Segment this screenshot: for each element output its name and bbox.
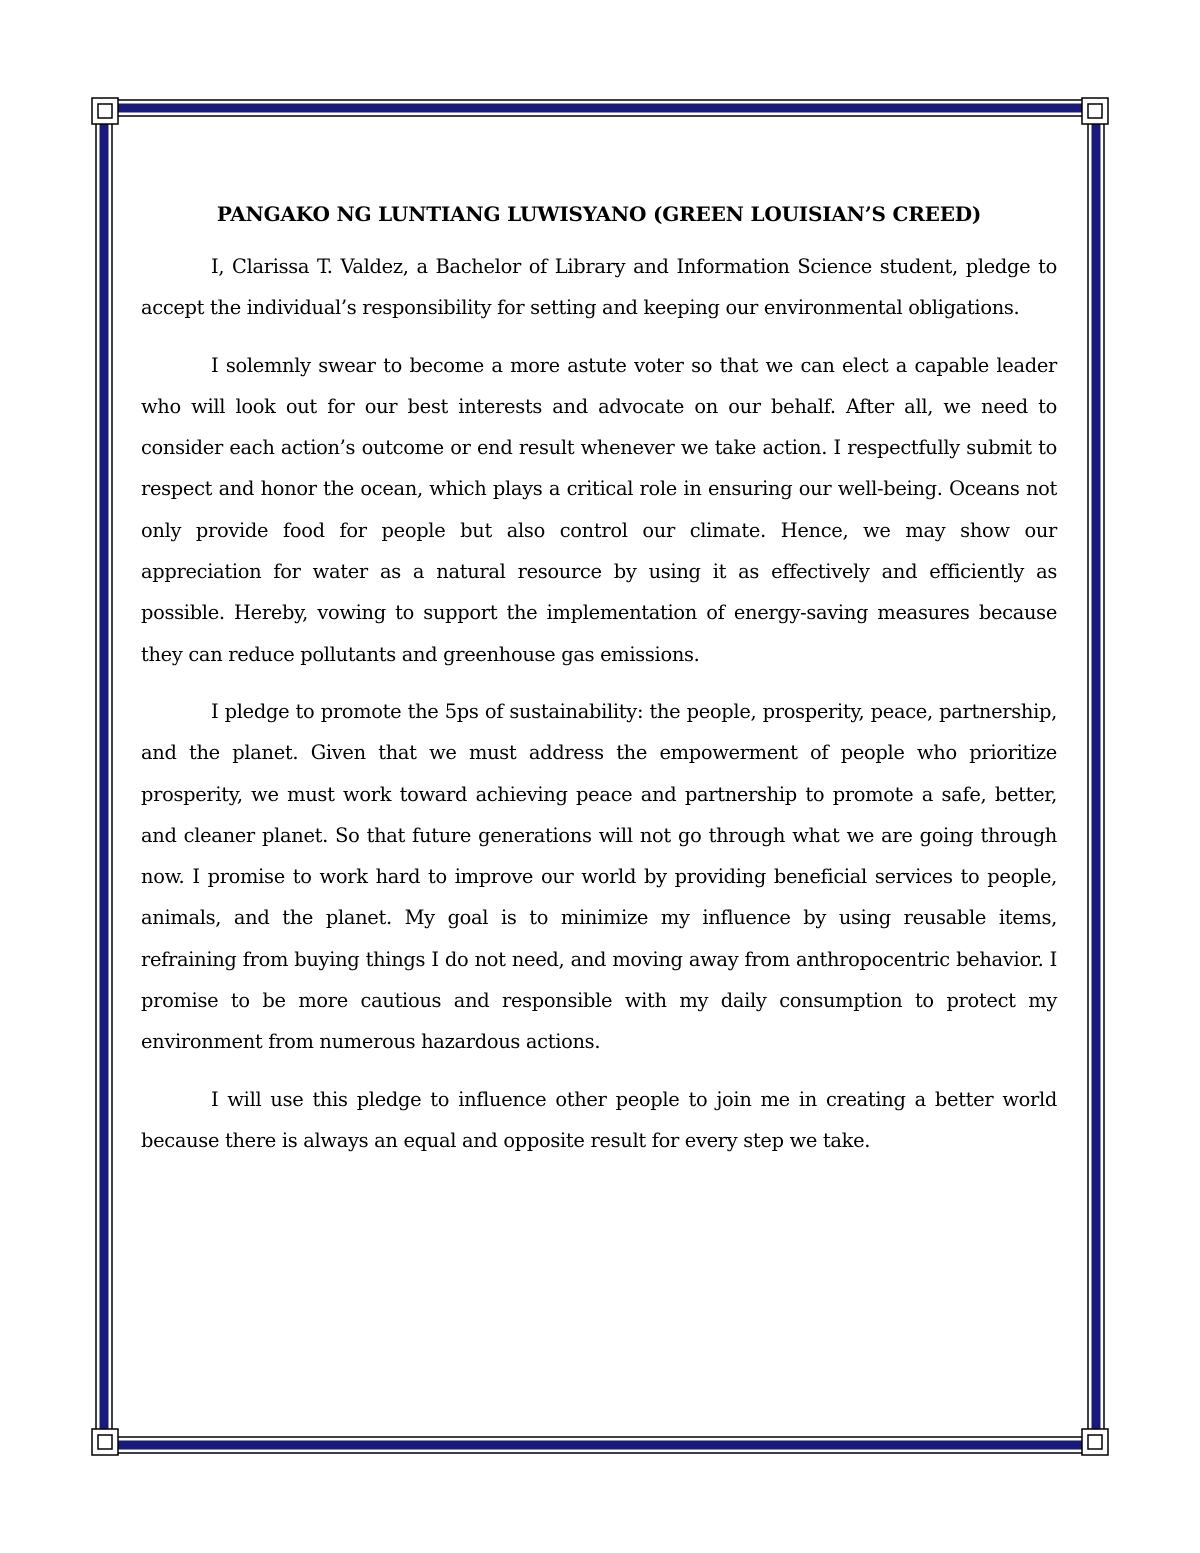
paragraph-3: I pledge to promote the 5ps of sustainability: the people, prosperity, peace, partnership, and the planet. Given that we must address the empowerment of people who prioritize prosperity, we must work toward achieving peace and partnership to promote a safe, better, and cleaner planet. So that future generations will not go through what we are going through now. I promise to work hard to improve our world by providing beneficial services to people, animals, and the planet. My goal is to minimize my influence by using reusable items, refraining from buying things I do not need, and moving away from anthropocentric behavior. I promise to be more cautious and responsible with my daily consumption to protect my environment from numerous hazardous actions. [141,699,1057,1054]
corner-ornament-top-right [1082,98,1108,124]
document-title: PANGAKO NG LUNTIANG LUWISYANO (GREEN LOUISIAN’S CREED) [216,202,982,226]
paragraph-1: I, Clarissa T. Valdez, a Bachelor of Library and Information Science student, pledge to accept the individual’s responsibility for setting and keeping our environmental obligations. [141,255,1057,320]
corner-ornament-bottom-right [1082,1429,1108,1455]
corner-ornament-bottom-left [92,1429,118,1455]
corner-ornament-top-left [92,98,118,124]
document-body [141,196,1057,1177]
paragraph-4: I will use this pledge to influence other people to join me in creating a better world because there is always an equal and opposite result for every step we take. [141,1087,1057,1152]
paragraph-2: I solemnly swear to become a more astute voter so that we can elect a capable leader who will look out for our best interests and advocate on our behalf. After all, we need to consider each action’s outcome or end result whenever we take action. I respectfully submit to respect and honor the ocean, which plays a critical role in ensuring our well-being. Oceans not only provide food for people but also control our climate. Hence, we may show our appreciation for water as a natural resource by using it as effectively and efficiently as possible. Hereby, vowing to support the implementation of energy-saving measures because they can reduce pollutants and greenhouse gas emissions. [141,353,1057,666]
